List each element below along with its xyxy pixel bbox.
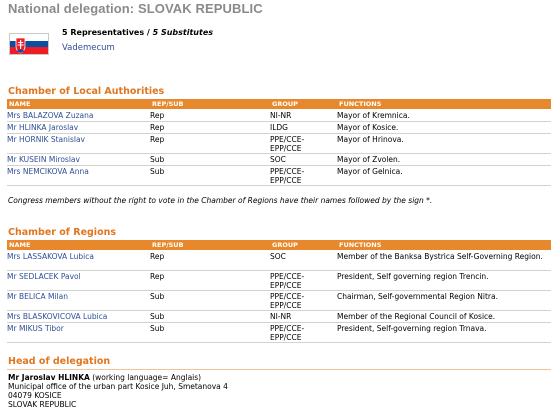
col-header-rep: REP/SUB bbox=[152, 241, 184, 249]
vademecum-link[interactable]: Vademecum bbox=[62, 43, 115, 53]
member-function: Mayor of Zvolen. bbox=[337, 155, 401, 164]
page-title: National delegation: SLOVAK REPUBLIC bbox=[8, 1, 263, 16]
table-row bbox=[7, 154, 551, 166]
head-language: (working language= Anglais) bbox=[89, 373, 202, 382]
member-name-link[interactable]: Mr HLINKA Jaroslav bbox=[7, 123, 79, 132]
section-title-regions: Chamber of Regions bbox=[8, 227, 117, 238]
table-row bbox=[7, 271, 551, 291]
delegation-counts bbox=[62, 28, 213, 37]
member-function: President, Self-governing region Trnava. bbox=[337, 324, 487, 333]
representatives-count: 5 Representatives / bbox=[62, 28, 150, 37]
table-row bbox=[7, 166, 551, 186]
member-function: Mayor of Hrinova. bbox=[337, 135, 404, 144]
member-name-link[interactable]: Mr KUSEIN Miroslav bbox=[7, 155, 80, 164]
head-address-line1: Municipal office of the urban part Kosice Juh, Smetanova 4 bbox=[8, 382, 228, 391]
member-function: Mayor of Kremnica. bbox=[337, 111, 410, 120]
member-rep: Rep bbox=[150, 272, 165, 281]
col-header-group: GROUP bbox=[272, 100, 298, 108]
member-function: Mayor of Kosice. bbox=[337, 123, 399, 132]
member-rep: Rep bbox=[150, 135, 165, 144]
head-name: Mr Jaroslav HLINKA bbox=[8, 373, 90, 382]
head-country: SLOVAK REPUBLIC bbox=[8, 400, 77, 409]
table-row bbox=[7, 291, 551, 311]
member-name-link[interactable]: Mr MIKUS Tibor bbox=[7, 324, 64, 333]
member-group: PPE/CCE-EPP/CCE bbox=[270, 167, 305, 185]
member-function: President, Self governing region Trencin. bbox=[337, 272, 489, 281]
member-group: NI-NR bbox=[270, 111, 292, 120]
member-group: SOC bbox=[270, 155, 286, 164]
slovak-flag-icon bbox=[9, 33, 49, 55]
member-rep: Sub bbox=[150, 155, 165, 164]
voting-note: Congress members without the right to vote in the Chamber of Regions have their names followed by the sign *. bbox=[8, 196, 433, 205]
section-title-local: Chamber of Local Authorities bbox=[8, 86, 165, 97]
table-row bbox=[7, 251, 551, 271]
member-name-link[interactable]: Mr SEDLACEK Pavol bbox=[7, 272, 81, 281]
table-header-regions bbox=[7, 240, 551, 250]
member-rep: Sub bbox=[150, 167, 165, 176]
col-header-name: NAME bbox=[9, 241, 31, 249]
col-header-rep: REP/SUB bbox=[152, 100, 184, 108]
table-row bbox=[7, 122, 551, 134]
member-rep: Rep bbox=[150, 123, 165, 132]
section-title-head: Head of delegation bbox=[8, 356, 111, 367]
table-row bbox=[7, 311, 551, 323]
member-rep: Rep bbox=[150, 252, 165, 261]
member-rep: Sub bbox=[150, 312, 165, 321]
head-of-delegation bbox=[8, 373, 228, 409]
member-group: PPE/CCE-EPP/CCE bbox=[270, 292, 305, 310]
col-header-group: GROUP bbox=[272, 241, 298, 249]
head-address-line2: 04079 KOSICE bbox=[8, 391, 62, 400]
col-header-functions: FUNCTIONS bbox=[339, 100, 382, 108]
table-row bbox=[7, 134, 551, 154]
member-group: ILDG bbox=[270, 123, 288, 132]
member-group: PPE/CCE-EPP/CCE bbox=[270, 272, 305, 290]
member-name-link[interactable]: Mrs BALAZOVA Zuzana bbox=[7, 111, 94, 120]
member-group: NI-NR bbox=[270, 312, 292, 321]
col-header-functions: FUNCTIONS bbox=[339, 241, 382, 249]
member-name-link[interactable]: Mrs NEMCIKOVA Anna bbox=[7, 167, 89, 176]
member-name-link[interactable]: Mrs BLASKOVICOVA Lubica bbox=[7, 312, 108, 321]
table-row bbox=[7, 110, 551, 122]
member-rep: Sub bbox=[150, 324, 165, 333]
section-divider bbox=[7, 369, 551, 370]
member-function: Mayor of Gelnica. bbox=[337, 167, 403, 176]
member-rep: Rep bbox=[150, 111, 165, 120]
member-group: PPE/CCE-EPP/CCE bbox=[270, 135, 305, 153]
table-header-local bbox=[7, 99, 551, 109]
member-group: PPE/CCE-EPP/CCE bbox=[270, 324, 305, 342]
member-rep: Sub bbox=[150, 292, 165, 301]
table-row bbox=[7, 323, 551, 343]
substitutes-count: 5 Substitutes bbox=[149, 28, 214, 37]
member-function: Member of the Banksa Bystrica Self-Governing Region. bbox=[337, 252, 543, 261]
member-function: Chairman, Self-governmental Region Nitra. bbox=[337, 292, 498, 301]
member-group: SOC bbox=[270, 252, 286, 261]
member-function: Member of the Regional Council of Kosice. bbox=[337, 312, 496, 321]
member-name-link[interactable]: Mrs LASSAKOVA Lubica bbox=[7, 252, 94, 261]
member-name-link[interactable]: Mr HORNIK Stanislav bbox=[7, 135, 85, 144]
col-header-name: NAME bbox=[9, 100, 31, 108]
member-name-link[interactable]: Mr BELICA Milan bbox=[7, 292, 68, 301]
